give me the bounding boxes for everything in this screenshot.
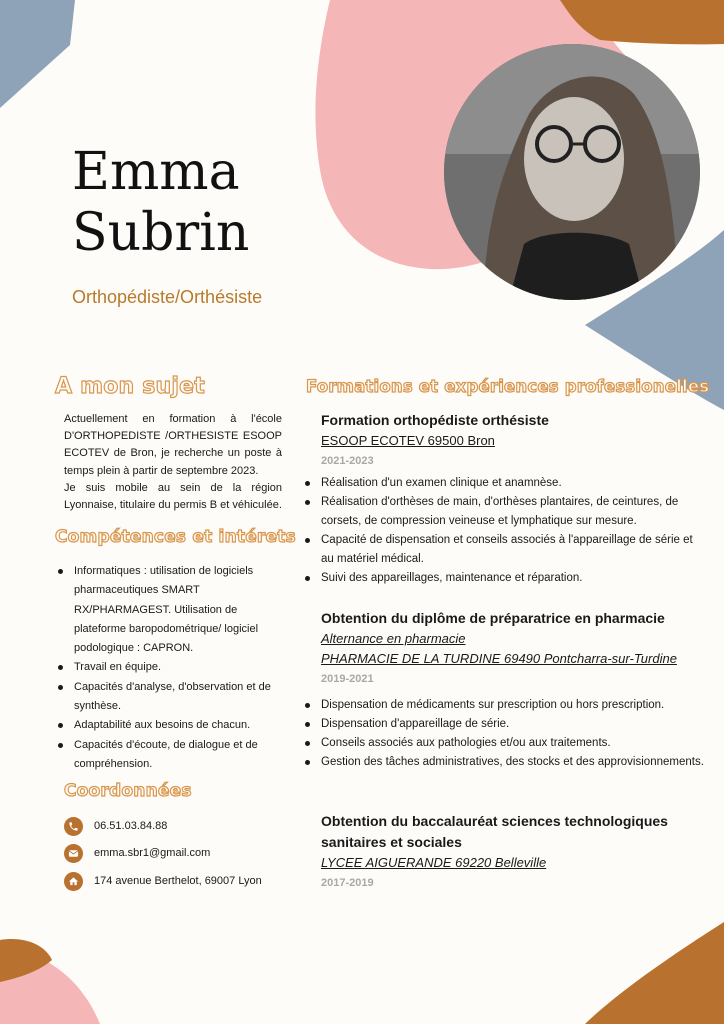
entry-place: PHARMACIE DE LA TURDINE 69490 Pontcharra-sur-Turdine — [321, 651, 677, 666]
experience-heading: Formations et expériences professionelles — [306, 377, 710, 396]
duties-list — [303, 696, 705, 772]
entry-dates: 2019-2021 — [321, 673, 374, 685]
first-name: Emma — [72, 142, 240, 202]
duty-item: Réalisation d'un examen clinique et anamnèse. — [303, 474, 705, 493]
skill-item: Informatiques : utilisation de logiciels pharmaceutiques SMART RX/PHARMAGEST. Utilisation de plateforme baropodométrique/ logiciel podologique : CAPRON. — [56, 562, 276, 658]
contact-phone — [64, 816, 294, 836]
phone-icon — [64, 817, 83, 836]
entry-mode: Alternance en pharmacie — [321, 631, 466, 646]
entry-dates: 2021-2023 — [321, 455, 374, 467]
blue-shape-top-left — [0, 0, 75, 108]
entry-place: LYCEE AIGUERANDE 69220 Belleville — [321, 855, 547, 870]
postal-address: 174 avenue Berthelot, 69007 Lyon — [94, 875, 262, 887]
home-icon — [64, 872, 83, 891]
contact-heading: Coordonnées — [64, 781, 192, 801]
duties-list — [303, 474, 705, 588]
entry-title: Obtention du baccalauréat sciences technologiques sanitaires et sociales — [321, 813, 668, 850]
about-paragraph: Actuellement en formation à l'école D'ORTHOPEDISTE /ORTHESISTE ESOOP ECOTEV de Bron, je recherche un poste à temps plein à partir de septembre 2023. — [64, 413, 282, 477]
profile-photo — [444, 44, 700, 300]
contact-email — [64, 843, 294, 863]
skill-item: Travail en équipe. — [56, 658, 276, 677]
about-text — [64, 411, 282, 514]
experience-entry — [321, 811, 691, 889]
experience-entry — [321, 410, 701, 467]
job-title: Orthopédiste/Orthésiste — [72, 287, 263, 307]
entry-title: Formation orthopédiste orthésiste — [321, 412, 549, 428]
about-paragraph: Je suis mobile au sein de la région Lyonnaise, titulaire du permis B et véhiculée. — [64, 481, 282, 512]
entry-title: Obtention du diplôme de préparatrice en pharmacie — [321, 610, 665, 626]
duty-item: Conseils associés aux pathologies et/ou aux traitements. — [303, 734, 705, 753]
experience-entry — [321, 608, 701, 685]
duty-item: Dispensation d'appareillage de série. — [303, 715, 705, 734]
phone-number[interactable]: 06.51.03.84.88 — [94, 820, 168, 832]
about-heading: A mon sujet — [55, 374, 205, 399]
entry-place: ESOOP ECOTEV 69500 Bron — [321, 433, 495, 448]
duty-item: Gestion des tâches administratives, des stocks et des approvisionnements. — [303, 753, 705, 772]
last-name: Subrin — [72, 203, 250, 263]
duty-item: Capacité de dispensation et conseils associés à l'appareillage de série et au matériel médical. — [303, 531, 705, 569]
skill-item: Capacités d'analyse, d'observation et de synthèse. — [56, 678, 276, 717]
skill-item: Adaptabilité aux besoins de chacun. — [56, 716, 276, 735]
entry-dates: 2017-2019 — [321, 877, 374, 889]
skills-heading: Compétences et intérets — [55, 527, 296, 547]
skill-item: Capacités d'écoute, de dialogue et de compréhension. — [56, 736, 276, 775]
email-icon — [64, 844, 83, 863]
duty-item: Dispensation de médicaments sur prescription ou hors prescription. — [303, 696, 705, 715]
duty-item: Réalisation d'orthèses de main, d'orthèses plantaires, de ceintures, de corsets, de compression veineuse et lymphatique sur mesure. — [303, 493, 705, 531]
email-address[interactable]: emma.sbr1@gmail.com — [94, 847, 211, 859]
contact-address — [64, 871, 294, 891]
skills-list — [56, 562, 276, 774]
orange-blob-bottom-right — [585, 922, 724, 1024]
duty-item: Suivi des appareillages, maintenance et réparation. — [303, 569, 705, 588]
